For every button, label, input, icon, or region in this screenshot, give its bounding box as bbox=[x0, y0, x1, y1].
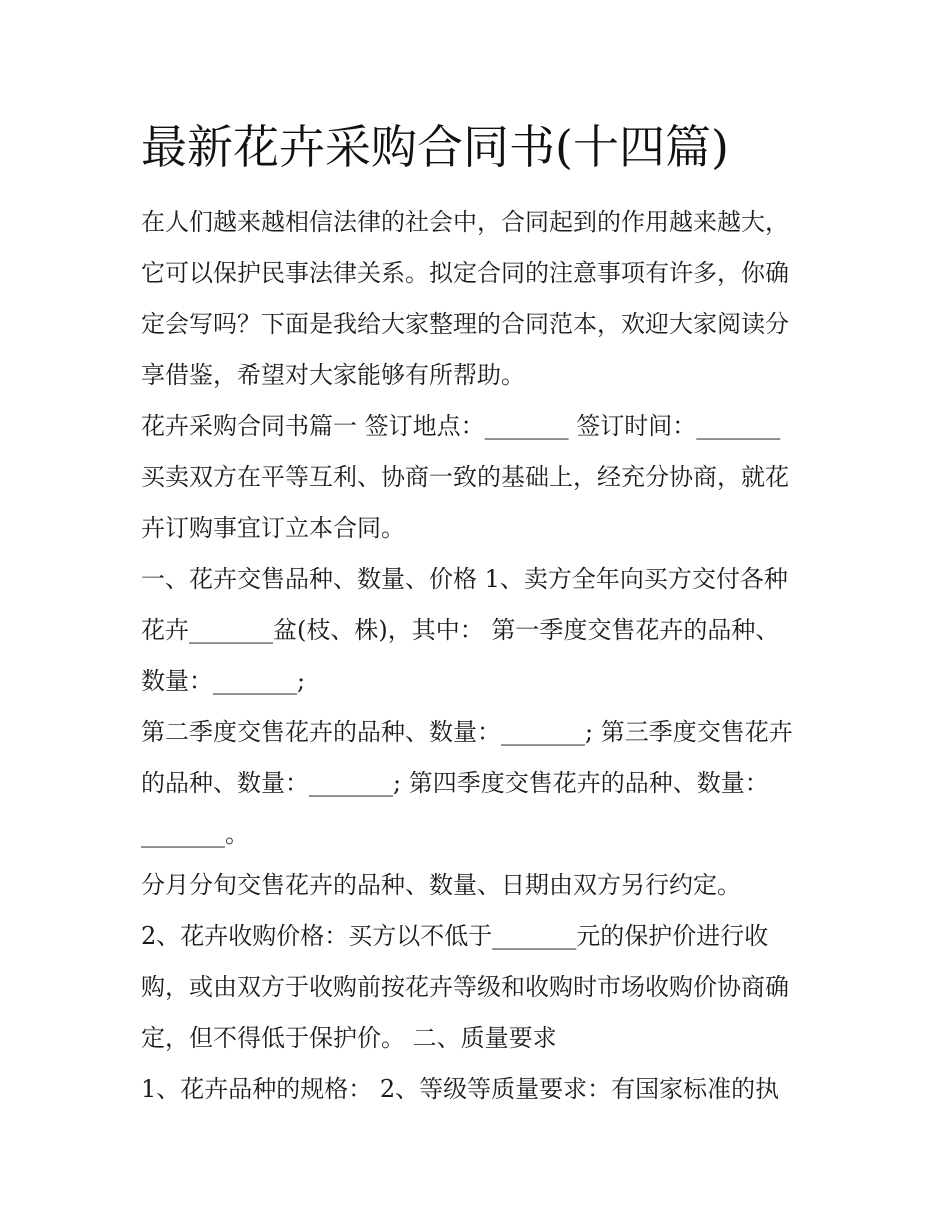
body-line: _______。 bbox=[141, 820, 249, 848]
body-line: 定会写吗？下面是我给大家整理的合同范本，欢迎大家阅读分 bbox=[141, 310, 789, 338]
body-line: 分月分旬交售花卉的品种、数量、日期由双方另行约定。 bbox=[141, 871, 741, 899]
body-line: 的品种、数量：_______; 第四季度交售花卉的品种、数量： bbox=[141, 769, 769, 797]
body-line: 1、花卉品种的规格： 2、等级等质量要求：有国家标准的执 bbox=[141, 1075, 780, 1103]
body-line: 花卉_______盆(枝、株)，其中： 第一季度交售花卉的品种、 bbox=[141, 616, 780, 644]
body-line: 花卉采购合同书篇一 签订地点：_______ 签订时间：_______ bbox=[141, 412, 781, 440]
body-line: 购，或由双方于收购前按花卉等级和收购时市场收购价协商确 bbox=[141, 973, 789, 1001]
body-line: 卉订购事宜订立本合同。 bbox=[141, 514, 405, 542]
body-line: 它可以保护民事法律关系。拟定合同的注意事项有许多，你确 bbox=[141, 259, 789, 287]
body-line: 2、花卉收购价格：买方以不低于_______元的保护价进行收 bbox=[141, 922, 769, 950]
body-line: 定，但不得低于保护价。 二、质量要求 bbox=[141, 1024, 557, 1052]
body-line: 在人们越来越相信法律的社会中，合同起到的作用越来越大， bbox=[141, 208, 789, 236]
document-title: 最新花卉采购合同书(十四篇) bbox=[141, 120, 729, 174]
body-line: 一、花卉交售品种、数量、价格 1、卖方全年向买方交付各种 bbox=[141, 565, 788, 593]
body-line: 享借鉴，希望对大家能够有所帮助。 bbox=[141, 361, 525, 389]
body-line: 买卖双方在平等互利、协商一致的基础上，经充分协商，就花 bbox=[141, 463, 789, 491]
body-line: 第二季度交售花卉的品种、数量：_______; 第三季度交售花卉 bbox=[141, 718, 793, 746]
body-line: 数量：_______; bbox=[141, 667, 306, 695]
